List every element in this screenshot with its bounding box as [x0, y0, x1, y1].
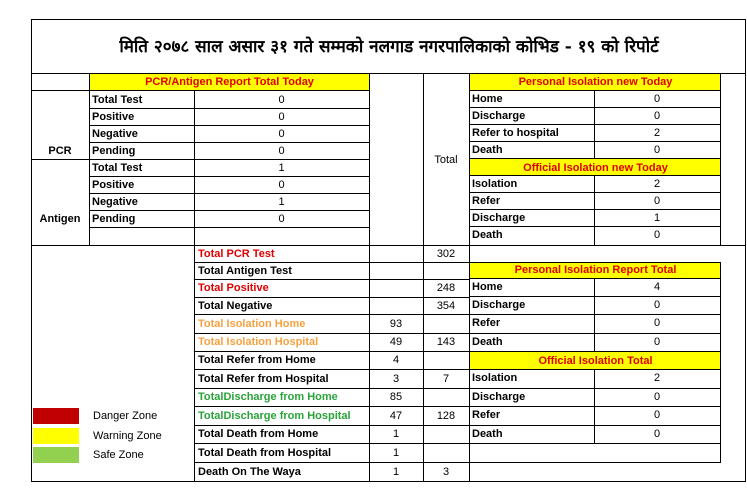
page-title: मिति २०७८ साल असार ३१ गते सम्मको नलगाड नगरपालिकाको कोभिड - १९ को रिपोर्ट: [119, 36, 659, 57]
antigen-row-value: 0: [278, 178, 285, 191]
summary-row-subtotal: 47: [389, 409, 403, 422]
grid-line: [31, 481, 746, 482]
legend-swatch: [33, 428, 79, 444]
official-total-header: Official Isolation Total: [538, 354, 653, 367]
summary-row-subtotal: 4: [392, 354, 400, 366]
antigen-row-value: 0: [278, 212, 285, 225]
personal-today-value: 0: [653, 143, 661, 156]
legend-swatch: [33, 408, 79, 424]
pcr-label: PCR: [48, 144, 72, 157]
official-today-value: 2: [653, 178, 661, 190]
official-today-label: Death: [472, 229, 503, 241]
antigen-row-label: Pending: [92, 212, 136, 225]
summary-row-label: Total Antigen Test: [198, 264, 292, 277]
pcr-row-label: Negative: [92, 127, 138, 140]
summary-row-subtotal: 1: [392, 446, 400, 459]
pcr-row-label: Positive: [92, 110, 135, 123]
personal-today-label: Home: [472, 92, 503, 105]
grid-line: [31, 19, 746, 20]
official-total-label: Refer: [472, 409, 501, 421]
summary-row-label: Total Death from Hospital: [198, 446, 332, 459]
personal-today-label: Death: [472, 143, 503, 156]
summary-row-subtotal: [369, 245, 423, 262]
official-total-label: Discharge: [472, 391, 526, 403]
pcr-row-label: Pending: [92, 144, 136, 157]
legend-swatch: [33, 447, 79, 463]
summary-row-subtotal: [369, 262, 423, 279]
pcr-antigen-header: PCR/Antigen Report Total Today: [145, 76, 314, 88]
official-today-label: Discharge: [472, 212, 526, 224]
grid-line: [89, 227, 370, 228]
summary-row-label: Total Refer from Home: [198, 354, 316, 366]
summary-row-total: [423, 443, 469, 462]
official-today-value: 0: [653, 195, 661, 207]
official-total-value: 0: [653, 428, 661, 440]
personal-total-label: Death: [472, 336, 503, 348]
pcr-row-value: 0: [278, 127, 285, 140]
grid-line: [469, 443, 721, 444]
summary-row-subtotal: 1: [392, 465, 400, 478]
personal-total-value: 0: [653, 299, 661, 311]
pcr-row-value: 0: [278, 144, 285, 157]
personal-today-header: Personal Isolation new Today: [518, 76, 673, 88]
summary-row-subtotal: 1: [392, 428, 400, 440]
total-label: Total: [434, 154, 458, 166]
summary-row-total: [423, 314, 469, 333]
summary-row-total: [423, 351, 469, 369]
summary-row-label: Total Negative: [198, 299, 273, 312]
grid-line: [469, 462, 721, 463]
antigen-row-value: 1: [278, 195, 285, 208]
official-total-value: 0: [653, 409, 661, 421]
official-total-label: Isolation: [472, 372, 518, 384]
summary-row-subtotal: [369, 297, 423, 314]
summary-row-label: TotalDischarge from Home: [198, 391, 338, 403]
summary-row-subtotal: 49: [389, 336, 403, 348]
antigen-row-label: Negative: [92, 195, 138, 208]
pcr-row-value: 0: [278, 110, 285, 123]
summary-row-total: 3: [442, 465, 450, 478]
summary-row-total: 128: [436, 409, 456, 422]
grid-line: [31, 159, 90, 160]
personal-total-value: 4: [653, 281, 661, 293]
summary-row-subtotal: 3: [392, 372, 400, 385]
summary-row-total: [423, 388, 469, 406]
pcr-row-label: Total Test: [92, 93, 143, 106]
summary-row-total: 143: [436, 336, 456, 348]
summary-row-label: Total Refer from Hospital: [198, 372, 329, 385]
personal-today-label: Discharge: [472, 109, 526, 122]
summary-row-label: TotalDischarge from Hospital: [198, 409, 351, 422]
official-today-label: Refer: [472, 195, 501, 207]
official-today-label: Isolation: [472, 178, 518, 190]
legend-label: Warning Zone: [93, 430, 162, 442]
summary-row-subtotal: 93: [389, 317, 403, 330]
legend-label: Safe Zone: [93, 449, 144, 461]
summary-row-label: Death On The Waya: [198, 465, 301, 478]
summary-row-total: [423, 262, 469, 279]
personal-total-value: 0: [653, 336, 661, 348]
official-total-label: Death: [472, 428, 503, 440]
personal-total-header: Personal Isolation Report Total: [514, 264, 677, 276]
summary-row-total: 302: [436, 247, 456, 260]
official-today-value: 0: [653, 229, 661, 241]
antigen-row-value: 1: [278, 161, 285, 174]
summary-row-total: 354: [436, 299, 456, 312]
summary-row-label: Total Death from Home: [198, 428, 319, 440]
antigen-row-label: Total Test: [92, 161, 143, 174]
antigen-row-label: Positive: [92, 178, 135, 191]
summary-row-subtotal: [369, 279, 423, 297]
personal-today-label: Refer to hospital: [472, 126, 559, 139]
summary-row-total: [423, 425, 469, 443]
summary-row-total: 7: [442, 372, 450, 385]
antigen-label: Antigen: [39, 212, 81, 225]
personal-total-label: Refer: [472, 317, 501, 329]
summary-row-total: 248: [436, 282, 456, 294]
personal-total-value: 0: [653, 317, 661, 329]
official-today-header: Official Isolation new Today: [523, 161, 668, 174]
grid-line: [745, 19, 746, 482]
official-total-value: 2: [653, 372, 661, 384]
summary-row-label: Total Isolation Home: [198, 317, 306, 330]
personal-today-value: 2: [653, 126, 661, 139]
pcr-row-value: 0: [278, 93, 285, 106]
personal-today-value: 0: [653, 109, 661, 122]
grid-line: [31, 19, 32, 482]
personal-total-label: Home: [472, 281, 503, 293]
summary-row-subtotal: 85: [389, 391, 403, 403]
official-total-value: 0: [653, 391, 661, 403]
summary-row-label: Total Positive: [198, 282, 269, 294]
personal-today-value: 0: [653, 92, 661, 105]
official-today-value: 1: [653, 212, 661, 224]
legend-label: Danger Zone: [93, 410, 158, 422]
summary-row-label: Total PCR Test: [198, 247, 275, 260]
summary-row-label: Total Isolation Hospital: [198, 336, 319, 348]
personal-total-label: Discharge: [472, 299, 526, 311]
